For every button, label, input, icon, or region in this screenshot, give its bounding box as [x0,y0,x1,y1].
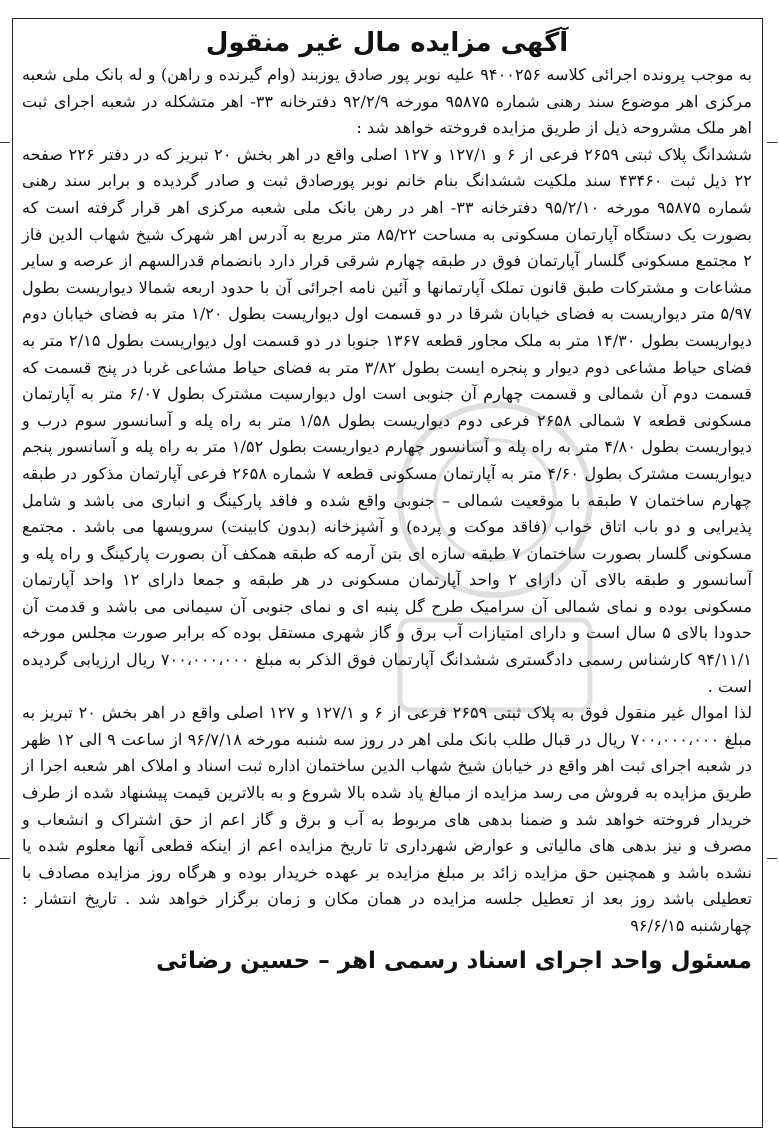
notice-paragraph-intro: به موجب پرونده اجرائی کلاسه ۹۴۰۰۲۵۶ علیه نوبر پور صادق یوزبند (وام گیرنده و راهن) و له بانک ملی شعبه مرکزی اهر موضوع سند رهنی شماره ۹۵۸۷۵ مورخه ۹۲/۲/۹ دفترخانه ۳۳- اهر متشکله در شعبه اجرای ثبت اهر ملک مشروحه ذیل از طریق مزایده فروخته خواهد شد : [22,65,752,138]
edge-mark [767,858,777,859]
notice-content [22,26,752,978]
notice-paragraph-property-description: ششدانگ پلاک ثبتی ۲۶۵۹ فرعی از ۶ و ۱۲۷/۱ و ۱۲۷ اصلی واقع در اهر بخش ۲۰ تبریز که در دفتر ۲۲۶ صفحه ۲۲ ذیل ثبت ۴۳۴۶۰ سند ملکیت ششدانگ بنام خانم نوبر پورصادق ثبت و صادر گردیده و برابر سند رهنی شماره ۹۵۸۷۵ مورخه ۹۵/۲/۱۰ دفترخانه ۳۳- اهر در رهن بانک ملی شعبه مرکزی اهر قرار گرفته است که بصورت یک دستگاه آپارتمان مسکونی به مساحت ۸۵/۲۲ متر مربع به آدرس اهر شهرک شیخ شهاب الدین فاز ۲ مجتمع مسکونی گلسار آپارتمان فوق در طبقه چهارم شرقی قرار دارد بانضمام قدرالسهم از عرصه و سایر مشاعات و مشترکات طبق قانون تملک آپارتمانها و آئین نامه اجرائی آن با حدود اربعه شمالا دیواریست بطول ۵/۹۷ متر دیواریست به فضای خیابان شرقا در دو قسمت اول دیواریست بطول ۱/۲۰ متر به فضای خیابان دوم دیواریست بطول ۱۴/۳۰ متر به ملک مجاور قطعه ۱۳۶۷ جنوبا در دو قسمت اول دیواریست بطول ۲/۱۵ متر به فضای حیاط مشاعی دوم دیوار و پنجره ایست بطول ۳/۸۲ متر به فضای حیاط مشاعی غربا در پنج قسمت که قسمت دوم آن شمالی و قسمت چهارم آن جنوبی است اول دیوارسیت مشترک بطول ۶/۰۷ متر به آپارتمان مسکونی قطعه ۷ شمالی ۲۶۵۸ فرعی دوم دیواریست بطول ۱/۵۸ متر به راه پله و آسانسور سوم درب و دیواریست بطول ۴/۸۰ متر به راه پله و آسانسور چهارم دیواریست بطول ۱/۵۲ متر به راه پله و آسانسور پنجم دیواریست مشترک بطول ۴/۶۰ متر به آپارتمان مسکونی قطعه ۷ شماره ۲۶۵۸ فرعی آپارتمان مذکور در طبقه چهارم ساختمان ۷ طبقه با موقعیت شمالی – جنوبی واقع شده و فاقد پارکینگ و انباری می باشد و شامل پذیرایی و دو باب اتاق خواب (فاقد موکت و پرده) و آشپزخانه (بدون کابینت) سرویسها می باشد . مجتمع مسکونی گلسار بصورت ساختمان ۷ طبقه سازه ای بتن آرمه که طبقه همکف آن بصورت پارکینگ و راه پله و آسانسور و طبقه بالای آن دارای ۲ واحد آپارتمان مسکونی در هر طبقه و جمعا دارای ۱۲ واحد آپارتمان مسکونی بوده و نمای شمالی آن سرامیک طرح گل پنبه ای و نمای جنوبی آن سیمانی می باشد و قدمت آن حدودا بالای ۵ سال است و دارای امتیازات آب برق و گاز شهری مستقل بوده که برابر صورت مجلس مورخه ۹۴/۱۱/۱ کارشناس رسمی دادگستری ششدانگ آپارتمان فوق الذکر به مبلغ ۷۰۰،۰۰۰،۰۰۰ ریال ارزیابی گردیده است . [22,144,753,696]
notice-paragraph-auction-terms: لذا اموال غیر منقول فوق به پلاک ثبتی ۲۶۵۹ فرعی از ۶ و ۱۲۷/۱ و ۱۲۷ اصلی واقع در اهر بخش ۲۰ تبریز به مبلغ ۷۰۰،۰۰۰،۰۰۰ ریال در قبال طلب بانک ملی اهر در روز سه شنبه مورخه ۹۶/۷/۱۸ از ساعت ۹ الی ۱۲ ظهر در شعبه اجرای ثبت اهر واقع در خیابان شیخ شهاب الدین ساختمان اداره ثبت اسناد و املاک اهر شعبه اجرا از طریق مزایده به فروش می رسد مزایده از مبالغ یاد شده بالا شروع و به بالاترین قیمت پیشنهاد شده از طرف خریدار فروخته خواهد شد و ضمنا بدهی های مربوط به آب و برق و گاز اعم از حق اشتراک و انشعاب و مصرف و نیز بدهی های مالیاتی و عوارض شهرداری تا تاریخ مزایده اعم از اینکه قطعی آنها معلوم شده یا نشده باشد و همچنین حق مزایده زائد بر مبلغ مزایده بر عهده خریدار بوده و هرگاه روز مزایده مصادف با تعطیلی باشد روز بعد از تعطیل جلسه مزایده در همان مکان و زمان برگزار خواهد شد . تاریخ انتشار : چهارشنبه ۹۶/۶/۱۵ [22,703,753,935]
edge-mark [0,142,10,143]
notice-title: آگهی مزایده مال غیر منقول [205,28,569,58]
edge-mark [0,858,10,859]
notice-signature: مسئول واحد اجرای اسناد رسمی اهر – حسین رضائی [156,947,752,974]
edge-mark [767,142,777,143]
